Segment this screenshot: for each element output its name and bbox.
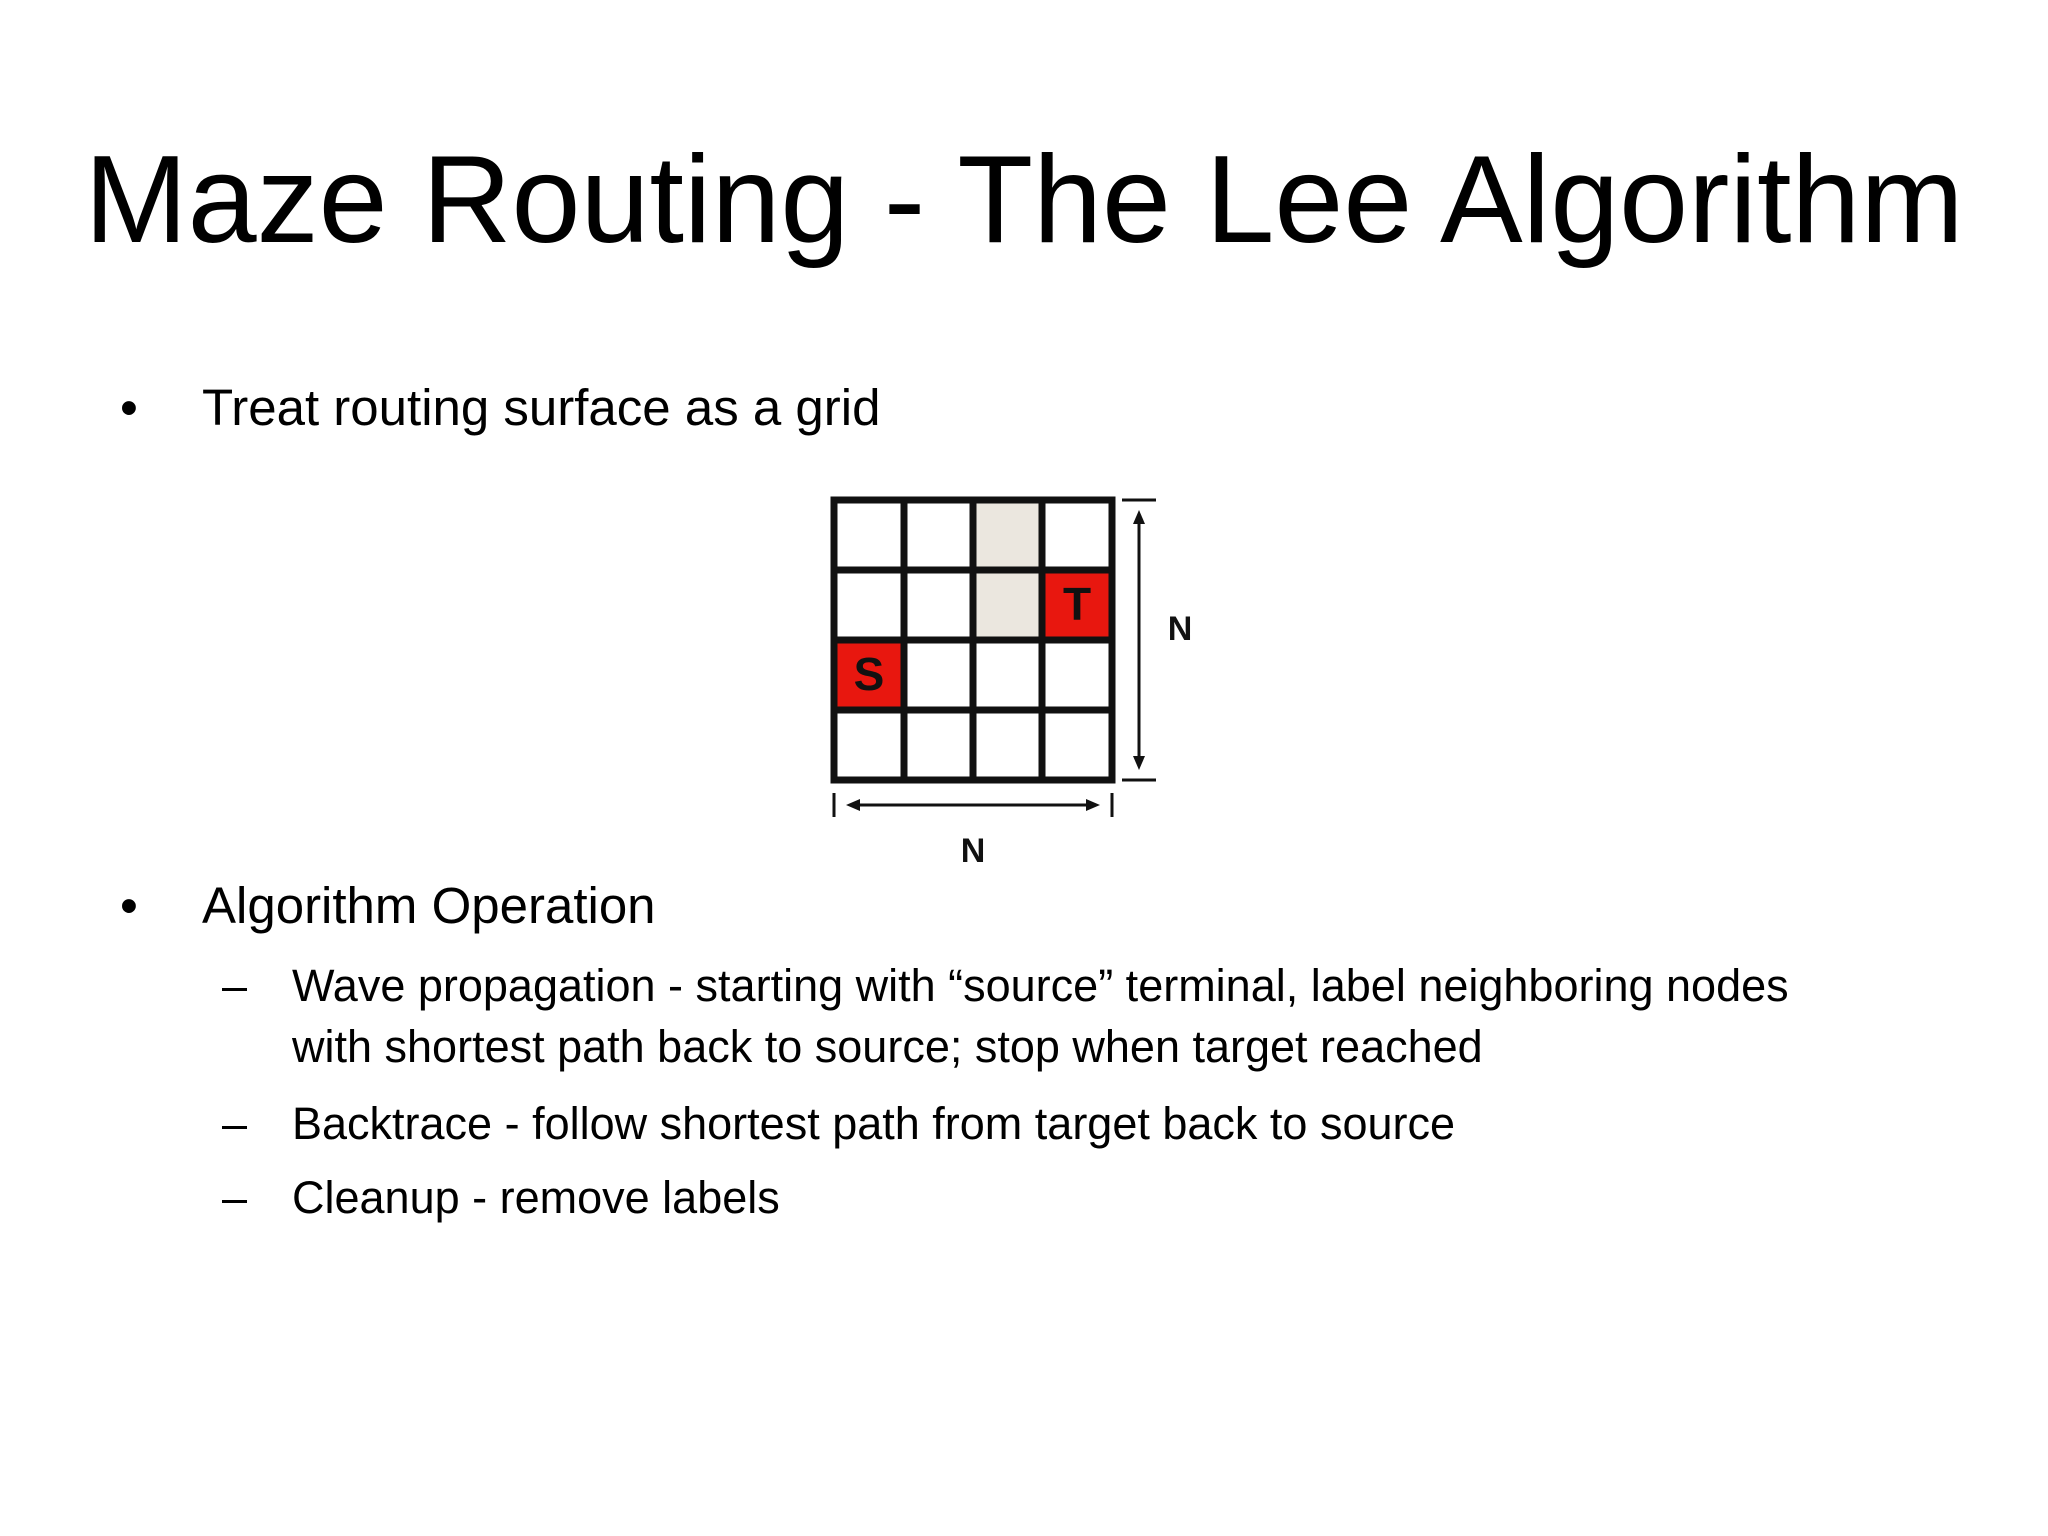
arrow-up-icon [1133,510,1145,524]
slide-title: Maze Routing - The Lee Algorithm [84,131,1964,269]
blocked-cell-r2-c3 [973,570,1042,640]
sub-bullet-text [292,955,1789,1077]
vertical-dimension [1122,500,1156,780]
sub-bullet-line-1: Wave propagation - starting with “source” terminal, label neighboring nodes [292,960,1789,1011]
bullet-marker: • [120,877,138,934]
target-label: T [1062,578,1092,630]
blocked-cell-r1-c3 [973,500,1042,570]
horizontal-dimension-label: N [960,832,986,870]
bullet-text: Algorithm Operation [202,877,656,934]
routing-grid-svg [800,480,1220,900]
sub-bullet-text: Cleanup - remove labels [292,1172,780,1223]
sub-bullet-marker: – [222,1172,248,1223]
sub-bullet-text: Backtrace - follow shortest path from target back to source [292,1098,1456,1149]
arrow-left-icon [846,799,860,811]
bullet-text: Treat routing surface as a grid [202,379,881,436]
sub-bullet-line-2: with shortest path back to source; stop when target reached [292,1021,1483,1072]
arrow-down-icon [1133,756,1145,770]
sub-bullet-marker: – [222,960,248,1011]
bullet-marker: • [120,379,138,436]
horizontal-dimension [834,793,1112,817]
sub-bullet-marker: – [222,1098,248,1149]
arrow-right-icon [1086,799,1100,811]
vertical-dimension-label: N [1167,610,1193,648]
source-label: S [853,648,885,700]
grid-lines [834,500,1112,780]
routing-grid-figure [800,480,1220,900]
